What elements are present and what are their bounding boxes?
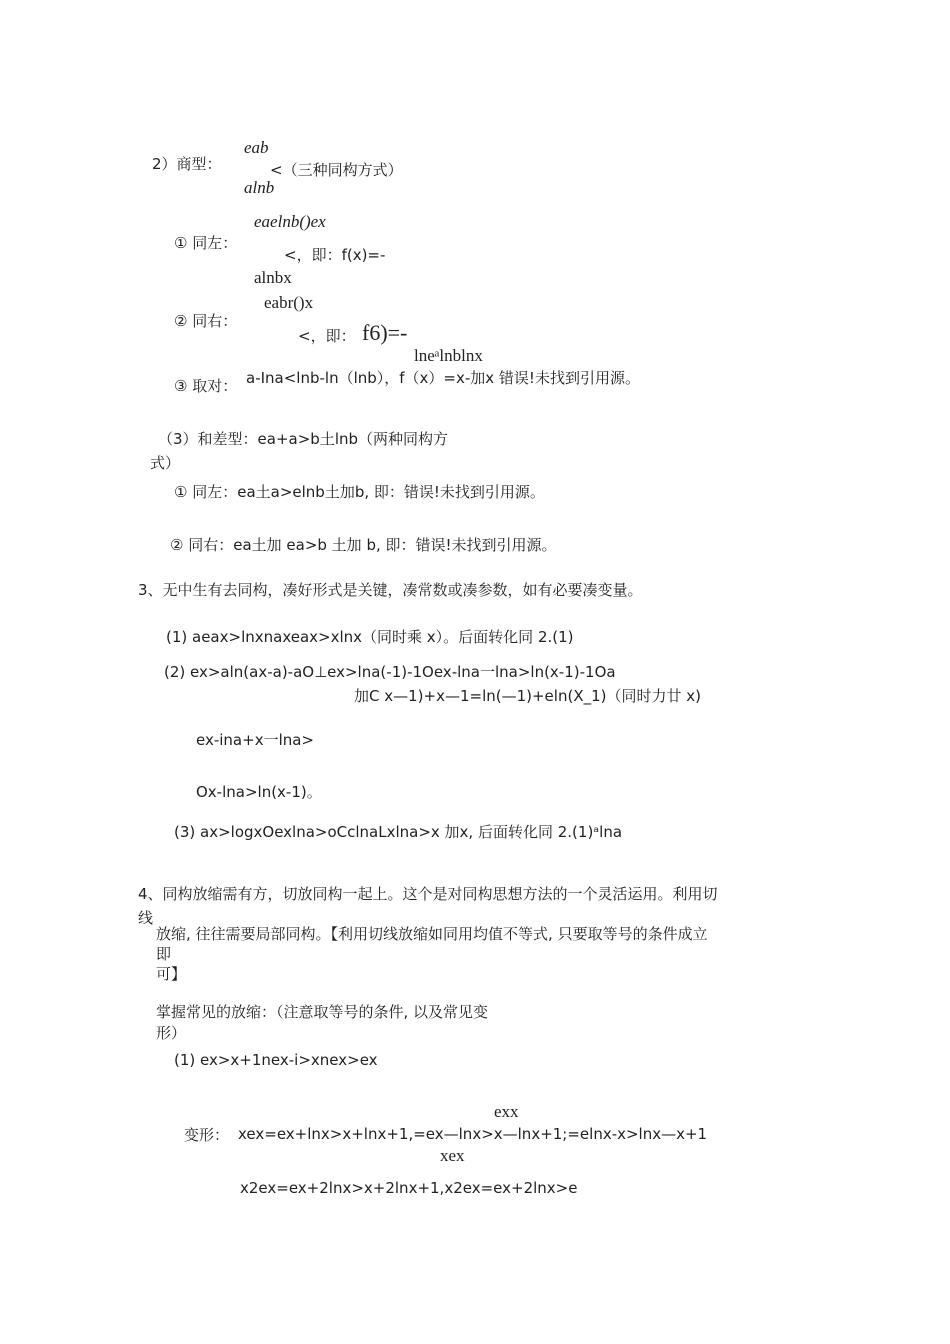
construct-line4: ex-ina+x一lna> bbox=[196, 731, 315, 749]
scaling-formula-3: x2ex=ex+2lnx>x+2lnx+1,x2ex=ex+2lnx>e bbox=[240, 1179, 578, 1197]
same-right-line1: eabr()x bbox=[264, 293, 314, 312]
section-4-para1-wrap: 线 bbox=[138, 909, 154, 927]
sum-diff-title: （3）和差型：ea+a>b土lnb（两种同构方 bbox=[158, 430, 449, 448]
sum-diff-right: ② 同右：ea土加 ea>b 土加 b, 即：错误!未找到引用源。 bbox=[170, 536, 557, 554]
take-log-formula: a-Ina<lnb-ln（lnb），f（x）=x-加x 错误!未找到引用源。 bbox=[246, 369, 640, 387]
variant-label: 变形： bbox=[184, 1126, 230, 1144]
same-right-line3: lneᵃlnblnx bbox=[414, 346, 483, 365]
common-scaling-title-wrap: 形） bbox=[156, 1024, 187, 1042]
quotient-type-desc: <（三种同构方式） bbox=[270, 161, 403, 179]
construct-line2: (2) ex>aln(ax-a)-aO⊥ex>lna(-1)-1Oex-lna一lna>ln(x-1)-1Oa bbox=[164, 663, 616, 681]
same-left-label: ① 同左： bbox=[174, 234, 238, 252]
quotient-fraction-bottom: alnb bbox=[244, 178, 275, 197]
same-right-line2b: f6)=- bbox=[362, 320, 408, 345]
variant-formula: xex=ex+lnx>x+lnx+1,=ex—lnx>x—lnx+1;=elnx-x>lnx—x+1 bbox=[238, 1125, 708, 1143]
variant-fraction-bottom: xex bbox=[440, 1146, 465, 1165]
construct-line6: (3) ax>logxOexlna>oCclnaLxlna>x 加x, 后面转化同 2.(1)ᵃlna bbox=[174, 823, 623, 841]
same-right-label: ② 同右： bbox=[174, 312, 238, 330]
scaling-formula-1: (1) ex>x+1nex-i>xnex>ex bbox=[174, 1051, 378, 1069]
same-left-line1: eaelnb()ex bbox=[254, 212, 326, 231]
variant-fraction-top: exx bbox=[494, 1102, 519, 1121]
section-4-para2-end: 可】 bbox=[156, 965, 187, 983]
section-4-para2-wrap: 即 bbox=[156, 945, 172, 963]
common-scaling-title: 掌握常见的放缩：（注意取等号的条件, 以及常见变 bbox=[156, 1003, 489, 1021]
take-log-label: ③ 取对： bbox=[174, 377, 238, 395]
sum-diff-left: ① 同左：ea土a>elnb土加b, 即：错误!未找到引用源。 bbox=[174, 483, 545, 501]
same-left-line2: <，即：f(x)=- bbox=[284, 246, 386, 264]
section-4-para1: 4、同构放缩需有方，切放同构一起上。这个是对同构思想方法的一个灵活运用。利用切 bbox=[138, 885, 718, 903]
same-left-line3: alnbx bbox=[254, 268, 292, 287]
construct-line3: 加C x—1)+x—1=ln(—1)+eln(X_1)（同时力廿 x) bbox=[354, 687, 701, 705]
section-4-para2: 放缩, 往往需要局部同构。【利用切线放缩如同用均值不等式, 只要取等号的条件成立 bbox=[156, 925, 708, 943]
construct-line5: Ox-lna>ln(x-1)。 bbox=[196, 783, 322, 801]
construct-line1: (1) aeax>lnxnaxeax>xlnx（同时乘 x）。后面转化同 2.(1) bbox=[166, 628, 574, 646]
section-3-title: 3、无中生有去同构，凑好形式是关键，凑常数或凑参数，如有必要凑变量。 bbox=[138, 581, 643, 599]
quotient-type-label: 2）商型： bbox=[152, 155, 222, 173]
sum-diff-title-wrap: 式） bbox=[150, 454, 181, 472]
same-right-line2a: <，即： bbox=[298, 327, 356, 345]
quotient-fraction-top: eab bbox=[244, 138, 269, 157]
